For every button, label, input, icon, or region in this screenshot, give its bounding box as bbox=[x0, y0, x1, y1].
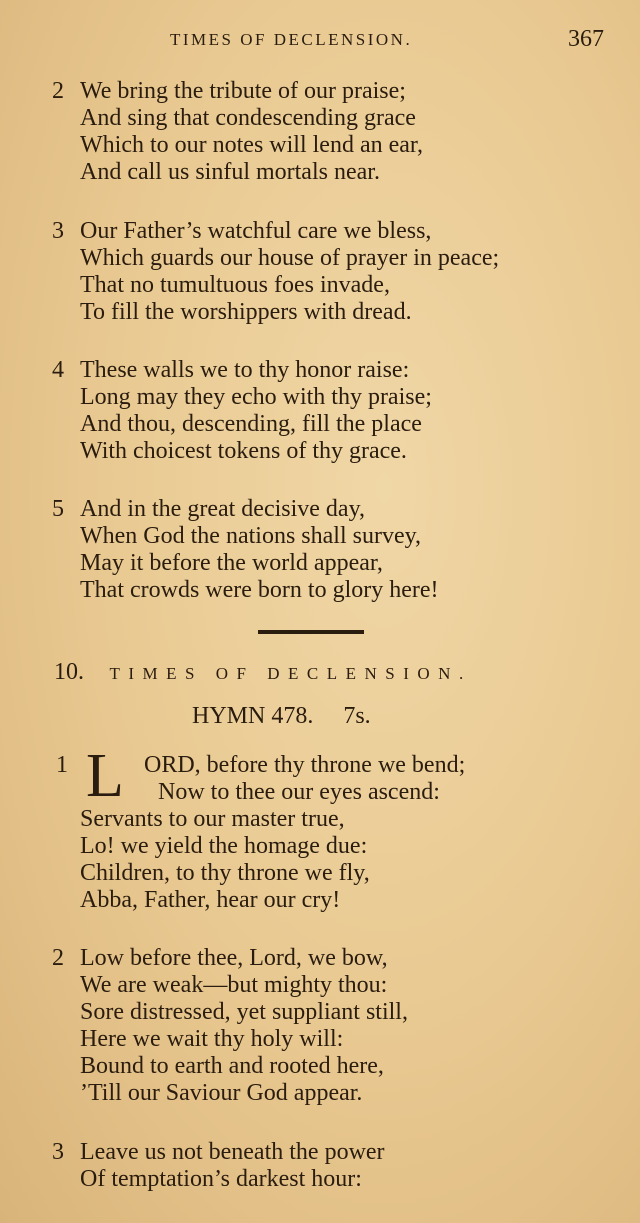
verse-number: 2 bbox=[52, 945, 64, 971]
verse-line: Abba, Father, hear our cry! bbox=[80, 887, 341, 913]
hymn-heading bbox=[192, 703, 371, 730]
section-title: TIMES OF DECLENSION. bbox=[109, 664, 472, 683]
verse-line: Bound to earth and rooted here, bbox=[80, 1053, 384, 1079]
verse-line: And call us sinful mortals near. bbox=[80, 159, 380, 185]
verse-line: To fill the worshippers with dread. bbox=[80, 299, 412, 325]
verse-number: 5 bbox=[52, 496, 64, 522]
verse-line: Which guards our house of prayer in peace; bbox=[80, 245, 500, 271]
verse-line: Which to our notes will lend an ear, bbox=[80, 132, 423, 158]
verse-line: We are weak—but mighty thou: bbox=[80, 972, 388, 998]
page-number: 367 bbox=[568, 26, 604, 52]
verse-line: That no tumultuous foes invade, bbox=[80, 272, 390, 298]
verse-line: Servants to our master true, bbox=[80, 806, 345, 832]
verse-line: Here we wait thy holy will: bbox=[80, 1026, 344, 1052]
verse-line: Children, to thy throne we fly, bbox=[80, 860, 370, 886]
verse-line: Leave us not beneath the power bbox=[80, 1139, 385, 1165]
verse-line: And sing that condescending grace bbox=[80, 105, 416, 131]
verse-line: That crowds were born to glory here! bbox=[80, 577, 439, 603]
verse-line: Long may they echo with thy praise; bbox=[80, 384, 432, 410]
verse-line: Lo! we yield the homage due: bbox=[80, 833, 368, 859]
hymn-meter: 7s. bbox=[343, 703, 371, 729]
verse-line: With choicest tokens of thy grace. bbox=[80, 438, 407, 464]
section-heading bbox=[54, 659, 472, 686]
verse-line: Our Father’s watchful care we bless, bbox=[80, 218, 432, 244]
verse-line: And in the great decisive day, bbox=[80, 496, 366, 522]
verse-number: 2 bbox=[52, 78, 64, 104]
verse-line: Sore distressed, yet suppliant still, bbox=[80, 999, 408, 1025]
verse-line: When God the nations shall survey, bbox=[80, 523, 422, 549]
section-number: 10. bbox=[54, 659, 84, 685]
running-title: TIMES OF DECLENSION. bbox=[170, 30, 413, 49]
verse-line: ORD, before thy throne we bend; bbox=[144, 752, 466, 778]
verse-line: ’Till our Saviour God appear. bbox=[80, 1080, 363, 1106]
verse-line: And thou, descending, fill the place bbox=[80, 411, 422, 437]
verse-line: May it before the world appear, bbox=[80, 550, 383, 576]
section-divider bbox=[258, 630, 364, 634]
verse-number: 4 bbox=[52, 357, 64, 383]
verse-line: These walls we to thy honor raise: bbox=[80, 357, 410, 383]
verse-number: 1 bbox=[56, 752, 68, 778]
verse-number: 3 bbox=[52, 218, 64, 244]
drop-cap: L bbox=[86, 742, 124, 810]
verse-line: Now to thee our eyes ascend: bbox=[158, 779, 440, 805]
hymn-title: HYMN 478. bbox=[192, 703, 314, 729]
verse-line: We bring the tribute of our praise; bbox=[80, 78, 406, 104]
verse-line: Of temptation’s darkest hour: bbox=[80, 1166, 362, 1192]
verse-number: 3 bbox=[52, 1139, 64, 1165]
verse-line: Low before thee, Lord, we bow, bbox=[80, 945, 388, 971]
